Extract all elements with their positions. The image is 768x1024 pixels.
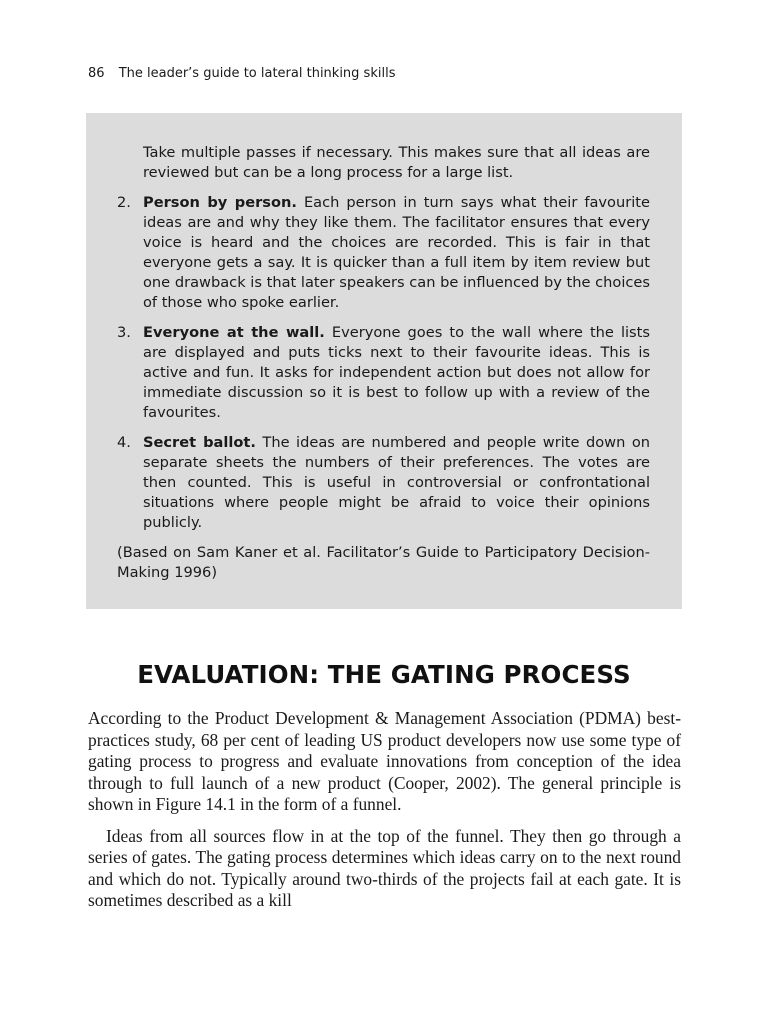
body-paragraph: According to the Product Development & Management Association (PDMA) best-practices study, 68 per cent of leading US product developers now use some type of gating process to progress and evaluate innovations from conception of the idea through to full launch of a new product (Cooper, 2002). The general principle is shown in Figure 14.1 in the form of a funnel. <box>88 708 681 814</box>
body-paragraph: Ideas from all sources flow in at the top of the funnel. They then go through a series of gates. The gating process determines which ideas carry on to the next round and which do not. Typically around two-thirds of the projects fail at each gate. It is sometimes described as a kill <box>88 825 681 910</box>
list-item-number: 3. <box>117 324 131 341</box>
list-item <box>117 193 650 313</box>
section-heading: EVALUATION: THE GATING PROCESS <box>137 660 631 689</box>
section-body <box>88 708 681 922</box>
page-number: 86 <box>88 66 105 81</box>
list-item-number: 2. <box>117 194 131 211</box>
list-item-text: The ideas are numbered and people write down on separate sheets the numbers of their preferences. The votes are then counted. This is useful in controversial or confrontational situations where people might be afraid to voice their opinions publicly. <box>143 434 650 531</box>
list-item-lead: Person by person. <box>143 194 297 211</box>
list-item-text: Each person in turn says what their favourite ideas are and why they like them. The facilitator ensures that every voice is heard and the choices are recorded. This is fair in that everyone gets a say. It is quicker than a full item by item review but one drawback is that later speakers can be influenced by the choices of those who spoke earlier. <box>143 194 650 311</box>
list-item <box>117 323 650 423</box>
box-content <box>117 143 650 583</box>
shaded-box <box>86 113 682 609</box>
list-item-number: 4. <box>117 434 131 451</box>
list-item-lead: Secret ballot. <box>143 434 256 451</box>
list-item-text: Everyone goes to the wall where the lists are displayed and puts ticks next to their favourite ideas. This is active and fun. It asks for independent action but does not allow for immediate discussion so it is best to follow up with a review of the favourites. <box>143 324 650 421</box>
list-item <box>117 433 650 533</box>
running-header <box>88 66 688 81</box>
box-continuation-text: Take multiple passes if necessary. This makes sure that all ideas are reviewed but can be a long process for a large list. <box>143 144 650 181</box>
list-item-body <box>143 433 650 533</box>
list-item-body <box>143 323 650 423</box>
list-item-lead: Everyone at the wall. <box>143 324 325 341</box>
list-item-body <box>143 193 650 313</box>
running-title: The leader’s guide to lateral thinking skills <box>118 66 396 81</box>
box-source-citation: (Based on Sam Kaner et al. Facilitator’s Guide to Participatory Decision-Making 1996) <box>117 544 650 581</box>
